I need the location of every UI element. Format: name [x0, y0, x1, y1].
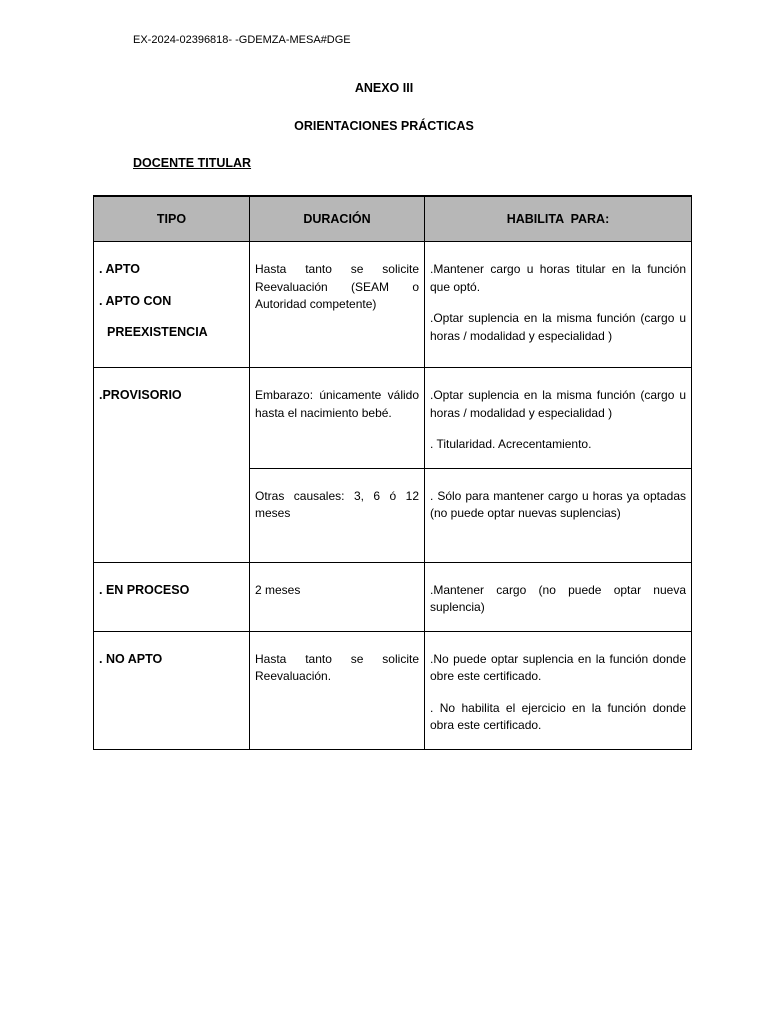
- duracion-cell: [250, 631, 425, 749]
- duracion-cell: [250, 468, 425, 562]
- header-tipo: TIPO: [94, 196, 250, 242]
- tipo-label: . APTO: [99, 262, 140, 276]
- document-subtitle: ORIENTACIONES PRÁCTICAS: [294, 119, 474, 133]
- habilita-cell: [425, 631, 692, 749]
- tipo-cell: [94, 242, 250, 368]
- duracion-cell: [250, 368, 425, 469]
- table-row: [94, 368, 692, 469]
- tipo-cell: [94, 631, 250, 749]
- habilita-cell: [425, 242, 692, 368]
- habilita-cell: [425, 562, 692, 631]
- habilita-cell: [425, 368, 692, 469]
- habilita-item: .No puede optar suplencia en la función donde obre este certificado.: [430, 651, 686, 683]
- table-row: [94, 631, 692, 749]
- duracion-text: Hasta tanto se solicite Reevaluación.: [255, 651, 419, 683]
- habilita-item: . Titularidad. Acrecentamiento.: [430, 437, 592, 451]
- table-row: [94, 242, 692, 368]
- duracion-text: Hasta tanto se solicite Reevaluación (SEAM o Autoridad competente): [255, 262, 419, 311]
- tipo-label: . APTO CON: [99, 293, 172, 308]
- habilita-item: . Sólo para mantener cargo u horas ya optadas (no puede optar nuevas suplencias): [430, 488, 686, 520]
- tipo-label: . NO APTO: [99, 651, 163, 666]
- section-title: DOCENTE TITULAR: [133, 156, 252, 170]
- habilita-item: .Mantener cargo u horas titular en la función que optó.: [430, 262, 686, 294]
- habilita-item: .Optar suplencia en la misma función (cargo u horas / modalidad y especialidad ): [430, 311, 686, 343]
- table-header-row: [94, 196, 692, 242]
- duracion-text: Embarazo: únicamente válido hasta el nacimiento bebé.: [255, 388, 419, 420]
- tipo-label: PREEXISTENCIA: [107, 325, 208, 339]
- habilita-item: .Optar suplencia en la misma función (cargo u horas / modalidad y especialidad ): [430, 388, 686, 420]
- annex-title: ANEXO III: [354, 81, 414, 95]
- habilita-item: .Mantener cargo (no puede optar nueva suplencia): [430, 582, 686, 614]
- habilita-item: . No habilita el ejercicio en la función donde obra este certificado.: [430, 700, 686, 732]
- habilita-cell: [425, 468, 692, 562]
- orientation-table: [93, 195, 692, 750]
- duracion-text: 2 meses: [255, 582, 301, 597]
- tipo-label: . EN PROCESO: [99, 582, 190, 597]
- header-duracion: DURACIÓN: [250, 196, 425, 242]
- duracion-cell: [250, 242, 425, 368]
- tipo-cell: [94, 562, 250, 631]
- header-habilita: HABILITA PARA:: [425, 196, 692, 242]
- document-id: EX-2024-02396818- -GDEMZA-MESA#DGE: [133, 34, 351, 46]
- tipo-cell: [94, 368, 250, 563]
- table-row: [94, 562, 692, 631]
- tipo-label: .PROVISORIO: [99, 388, 182, 402]
- duracion-text: Otras causales: 3, 6 ó 12 meses: [255, 488, 419, 520]
- duracion-cell: [250, 562, 425, 631]
